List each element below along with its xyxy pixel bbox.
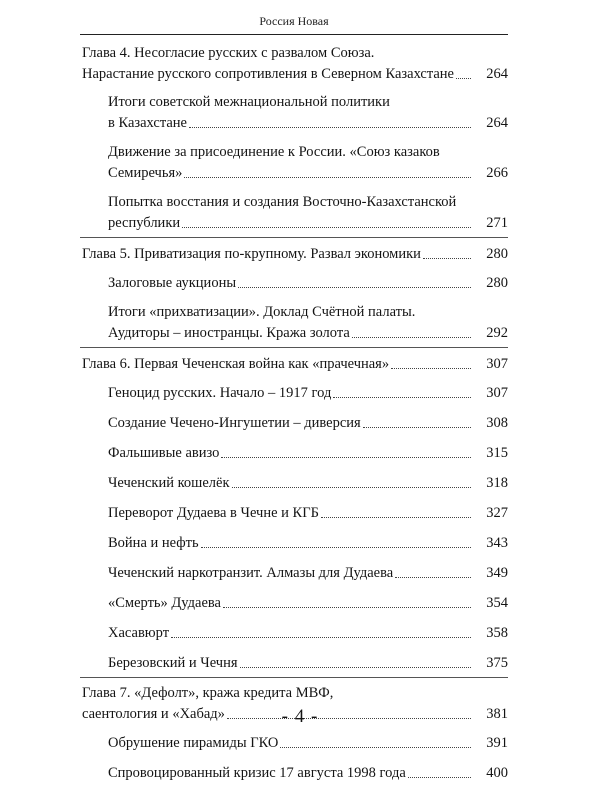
entry-title-text: Хасавюрт <box>108 625 170 641</box>
entry-page-number: 318 <box>486 475 508 491</box>
entry-last-line <box>108 272 472 293</box>
entry-title-text: Фальшивые авизо <box>108 445 220 461</box>
entry-last-line <box>108 592 472 613</box>
entry-last-line <box>108 622 472 643</box>
dot-leader <box>184 157 471 178</box>
entry-last-line <box>108 442 472 463</box>
section-entry <box>80 442 508 463</box>
entry-page-number: 391 <box>486 735 508 751</box>
dot-leader <box>171 617 471 638</box>
entry-page-number: 307 <box>486 356 508 372</box>
entry-title-line: Итоги советской межнациональной политики <box>108 94 390 110</box>
entry-page-number: 280 <box>486 275 508 291</box>
dot-leader <box>456 58 471 79</box>
entry-page-number: 375 <box>486 655 508 671</box>
entry-last-line <box>108 162 472 183</box>
entry-title-text: Аудиторы – иностранцы. Кража золота <box>108 325 350 341</box>
entry-last-line <box>108 322 472 343</box>
entry-title-text: Обрушение пирамиды ГКО <box>108 735 279 751</box>
entry-last-line <box>82 353 472 374</box>
entry-title-text: Спровоцированный кризис 17 августа 1998 года <box>108 765 406 781</box>
section-entry <box>80 472 508 493</box>
entry-page-number: 349 <box>486 565 508 581</box>
entry-title-line: Попытка восстания и создания Восточно-Казахстанской <box>108 194 457 210</box>
chapter-title-entry <box>80 243 508 264</box>
toc-chapter <box>80 353 508 673</box>
section-entry <box>80 502 508 523</box>
dot-leader <box>240 647 471 668</box>
chapter-title-entry <box>80 353 508 374</box>
entry-page-number: 308 <box>486 415 508 431</box>
dot-leader <box>221 437 471 458</box>
entry-last-line <box>108 112 472 133</box>
entry-page-number: 266 <box>486 165 508 181</box>
section-entry <box>80 622 508 643</box>
entry-page-number: 354 <box>486 595 508 611</box>
toc-chapter <box>80 683 508 783</box>
entry-title-line: Итоги «прихватизации». Доклад Счётной палаты. <box>108 304 416 320</box>
entry-title-line: Движение за присоединение к России. «Союз казаков <box>108 144 440 160</box>
dot-leader <box>280 727 471 748</box>
section-entry <box>80 652 508 673</box>
dot-leader <box>423 238 471 259</box>
entry-last-line <box>108 502 472 523</box>
toc-chapter <box>80 43 508 233</box>
dot-leader <box>395 557 471 578</box>
dot-leader <box>352 317 471 338</box>
entry-page-number: 343 <box>486 535 508 551</box>
entry-page-number: 358 <box>486 625 508 641</box>
entry-last-line <box>82 63 472 84</box>
entry-last-line <box>82 243 472 264</box>
section-entry <box>80 562 508 583</box>
section-entry <box>80 382 508 403</box>
entry-page-number: 315 <box>486 445 508 461</box>
chapter-title-entry <box>80 43 508 84</box>
toc-chapter <box>80 243 508 343</box>
entry-last-line <box>108 472 472 493</box>
entry-title-text: Чеченский кошелёк <box>108 475 230 491</box>
section-entry <box>80 302 508 343</box>
dot-leader <box>232 467 472 488</box>
dot-leader <box>321 497 471 518</box>
chapter-divider <box>80 677 508 678</box>
section-entry <box>80 412 508 433</box>
section-entry <box>80 592 508 613</box>
section-entry <box>80 92 508 133</box>
entry-title-text: Глава 5. Приватизация по-крупному. Развал экономики <box>82 246 421 262</box>
page-number: - 4 - <box>281 706 319 727</box>
entry-title-text: республики <box>108 215 181 231</box>
entry-title-text: Чеченский наркотранзит. Алмазы для Дудаева <box>108 565 394 581</box>
dot-leader <box>238 267 471 288</box>
entry-page-number: 280 <box>486 246 508 262</box>
entry-page-number: 381 <box>486 706 508 722</box>
entry-title-text: в Казахстане <box>108 115 187 131</box>
entry-page-number: 264 <box>486 115 508 131</box>
entry-page-number: 400 <box>486 765 508 781</box>
entry-title-text: Семиречья» <box>108 165 183 181</box>
entry-title-text: саентология и «Хабад» <box>82 706 225 722</box>
dot-leader <box>189 107 471 128</box>
entry-last-line <box>108 762 472 783</box>
entry-last-line <box>108 412 472 433</box>
entry-title-text: Переворот Дудаева в Чечне и КГБ <box>108 505 319 521</box>
entry-title-text: Война и нефть <box>108 535 199 551</box>
entry-title-text: Залоговые аукционы <box>108 275 237 291</box>
dot-leader <box>201 527 471 548</box>
entry-title-line: Глава 4. Несогласие русских с развалом Союза. <box>82 45 375 61</box>
dot-leader <box>391 348 471 369</box>
entry-title-text: Нарастание русского сопротивления в Северном Казахстане <box>82 66 454 82</box>
entry-page-number: 327 <box>486 505 508 521</box>
dot-leader <box>408 757 471 778</box>
entry-title-text: Березовский и Чечня <box>108 655 238 671</box>
dot-leader <box>363 407 471 428</box>
running-head: Россия Новая <box>259 14 329 28</box>
table-of-contents <box>80 43 508 792</box>
entry-last-line <box>108 652 472 673</box>
entry-last-line <box>108 382 472 403</box>
entry-title-text: Создание Чечено-Ингушетии – диверсия <box>108 415 361 431</box>
dot-leader <box>182 207 471 228</box>
dot-leader <box>223 587 471 608</box>
entry-title-text: Глава 6. Первая Чеченская война как «прачечная» <box>82 356 390 372</box>
entry-page-number: 271 <box>486 215 508 231</box>
section-entry <box>80 272 508 293</box>
section-entry <box>80 142 508 183</box>
header-rule <box>80 34 508 35</box>
entry-last-line <box>108 562 472 583</box>
entry-title-text: Геноцид русских. Начало – 1917 год <box>108 385 332 401</box>
dot-leader <box>333 377 471 398</box>
entry-title-text: «Смерть» Дудаева <box>108 595 221 611</box>
section-entry <box>80 762 508 783</box>
entry-page-number: 292 <box>486 325 508 341</box>
section-entry <box>80 532 508 553</box>
entry-page-number: 264 <box>486 66 508 82</box>
section-entry <box>80 192 508 233</box>
entry-title-line: Глава 7. «Дефолт», кража кредита МВФ, <box>82 685 334 701</box>
entry-last-line <box>108 532 472 553</box>
entry-page-number: 307 <box>486 385 508 401</box>
entry-last-line <box>108 212 472 233</box>
